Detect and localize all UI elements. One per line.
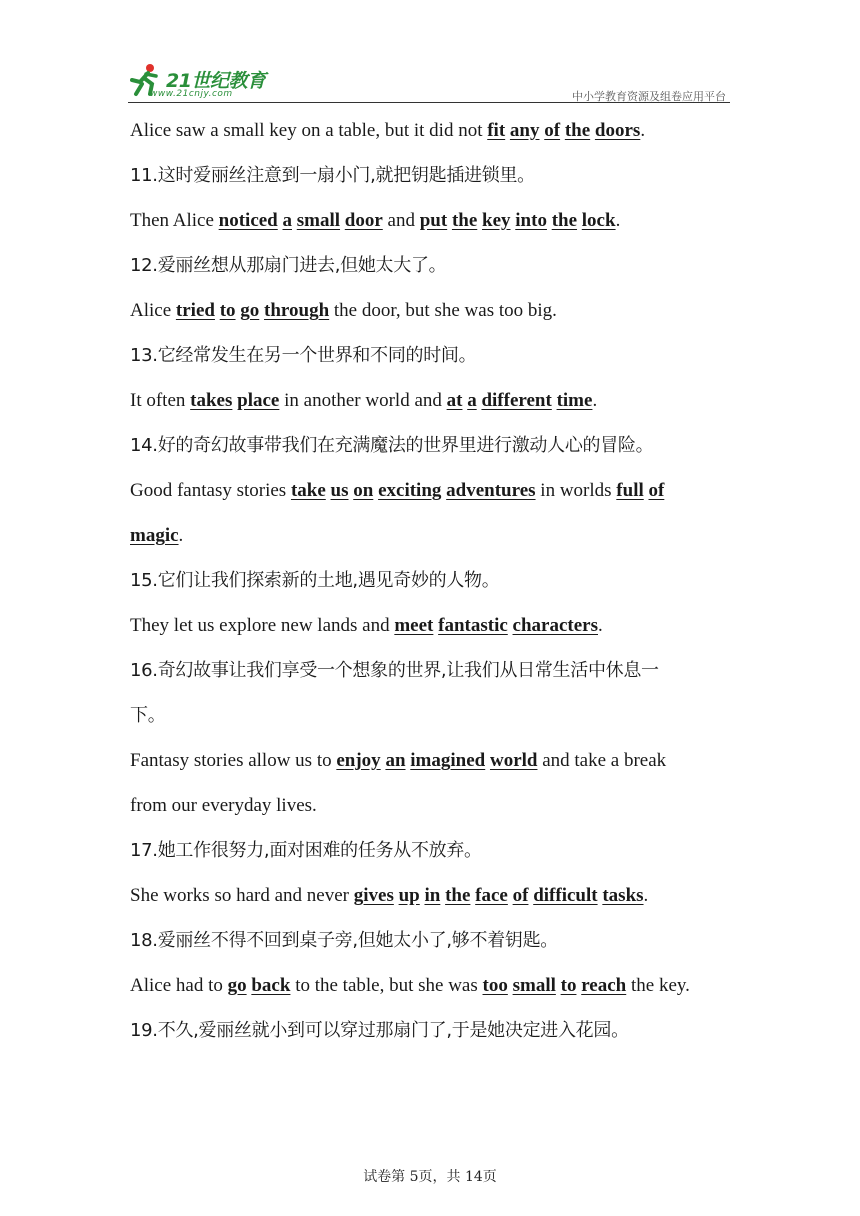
answer-sentence-line	[130, 198, 734, 243]
text-segment: .	[178, 525, 184, 546]
answer-sentence-line	[130, 963, 734, 1008]
answer-word: takes	[190, 390, 233, 411]
text-segment: 14.好的奇幻故事带我们在充满魔法的世界里进行激动人心的冒险。	[130, 435, 654, 456]
text-segment: It often	[130, 390, 191, 411]
answer-word: us	[330, 480, 349, 501]
answer-sentence-line	[130, 288, 734, 333]
answer-word: place	[237, 390, 280, 411]
answer-word: to	[219, 300, 236, 321]
answer-word: reach	[581, 975, 627, 996]
answer-word: different	[481, 390, 552, 411]
text-segment: .	[643, 885, 649, 906]
answer-word: at	[446, 390, 463, 411]
question-prompt-line	[130, 333, 734, 378]
answer-word: door	[344, 210, 383, 231]
answer-word: a	[282, 210, 292, 231]
answer-word: the	[551, 210, 578, 231]
answer-word: world	[489, 750, 538, 771]
answer-word: the	[451, 210, 478, 231]
text-segment: Alice had to	[130, 975, 228, 996]
answer-word: fit	[487, 120, 506, 141]
question-prompt-line	[130, 423, 734, 468]
answer-word: adventures	[446, 480, 536, 501]
answer-word: put	[419, 210, 448, 231]
text-segment: 19.不久,爱丽丝就小到可以穿过那扇门了,于是她决定进入花园。	[130, 1020, 629, 1041]
answer-word: meet	[394, 615, 434, 636]
text-segment: 12.爱丽丝想从那扇门进去,但她太大了。	[130, 255, 447, 276]
text-segment: and	[382, 210, 420, 231]
answer-word: full	[616, 480, 644, 501]
text-segment: 11.这时爱丽丝注意到一扇小门,就把钥匙插进锁里。	[130, 165, 535, 186]
text-segment: 17.她工作很努力,面对困难的任务从不放弃。	[130, 840, 482, 861]
question-prompt-line	[130, 153, 734, 198]
answer-word: of	[648, 480, 665, 501]
document-body	[130, 108, 734, 1053]
text-segment: Good fantasy stories	[130, 480, 291, 501]
answer-word: take	[290, 480, 326, 501]
answer-word: noticed	[218, 210, 278, 231]
answer-sentence-line	[130, 378, 734, 423]
answer-word: the	[564, 120, 591, 141]
answer-word: of	[512, 885, 529, 906]
answer-sentence-line	[130, 873, 734, 918]
text-segment: to the table, but she was	[290, 975, 483, 996]
text-segment: She works so hard and never	[130, 885, 354, 906]
answer-sentence-line	[130, 783, 734, 828]
answer-word: an	[385, 750, 406, 771]
text-segment: Alice	[130, 300, 176, 321]
answer-word: on	[353, 480, 374, 501]
answer-word: exciting	[378, 480, 442, 501]
text-segment: .	[615, 210, 621, 231]
answer-word: doors	[594, 120, 641, 141]
answer-word: the	[445, 885, 471, 906]
question-prompt-line	[130, 828, 734, 873]
answer-word: tried	[175, 300, 215, 321]
answer-word: small	[296, 210, 341, 231]
text-segment: and take a break	[537, 750, 667, 771]
site-logo	[128, 62, 278, 102]
answer-word: magic	[130, 525, 179, 546]
text-segment: in another world and	[279, 390, 447, 411]
answer-sentence-line	[130, 513, 734, 558]
answer-sentence-line	[130, 108, 734, 153]
answer-word: go	[227, 975, 247, 996]
answer-word: imagined	[410, 750, 486, 771]
text-segment: 13.它经常发生在另一个世界和不同的时间。	[130, 345, 477, 366]
question-prompt-line	[130, 558, 734, 603]
answer-word: small	[512, 975, 556, 996]
question-prompt-line	[130, 1008, 734, 1053]
page-header	[128, 62, 730, 104]
text-segment: 18.爱丽丝不得不回到桌子旁,但她太小了,够不着钥匙。	[130, 930, 558, 951]
text-segment: in worlds	[535, 480, 617, 501]
question-prompt-line	[130, 918, 734, 963]
text-segment: 下。	[130, 705, 166, 726]
header-tagline: 中小学教育资源及组卷应用平台	[572, 90, 726, 103]
logo-url: www.21cnjy.com	[150, 89, 233, 99]
answer-word: any	[509, 120, 540, 141]
answer-word: fantastic	[438, 615, 508, 636]
text-segment: 15.它们让我们探索新的土地,遇见奇妙的人物。	[130, 570, 500, 591]
question-prompt-line	[130, 648, 734, 693]
logo-text: 21世纪教育	[166, 70, 266, 92]
answer-word: of	[544, 120, 561, 141]
answer-word: back	[251, 975, 291, 996]
text-segment: the key.	[626, 975, 690, 996]
text-segment: Then Alice	[130, 210, 219, 231]
text-segment: 16.奇幻故事让我们享受一个想象的世界,让我们从日常生活中休息一	[130, 660, 659, 681]
question-prompt-line	[130, 693, 734, 738]
answer-word: up	[398, 885, 420, 906]
answer-sentence-line	[130, 603, 734, 648]
answer-word: characters	[512, 615, 598, 636]
answer-word: tasks	[602, 885, 644, 906]
answer-word: through	[264, 300, 330, 321]
text-segment: They let us explore new lands and	[130, 615, 395, 636]
answer-word: to	[560, 975, 577, 996]
answer-word: too	[482, 975, 508, 996]
answer-sentence-line	[130, 468, 734, 513]
text-segment: the door, but she was too big.	[329, 300, 557, 321]
answer-word: lock	[581, 210, 616, 231]
text-segment: .	[592, 390, 598, 411]
text-segment: .	[640, 120, 646, 141]
text-segment: from our everyday lives.	[130, 795, 317, 816]
answer-word: enjoy	[336, 750, 381, 771]
answer-word: into	[515, 210, 547, 231]
question-prompt-line	[130, 243, 734, 288]
page-footer: 试卷第 5页，共 14页	[363, 1169, 497, 1185]
answer-word: difficult	[533, 885, 598, 906]
answer-word: in	[424, 885, 441, 906]
text-segment: .	[598, 615, 603, 636]
text-segment: Fantasy stories allow us to	[130, 750, 337, 771]
text-segment: Alice saw a small key on a table, but it did not	[130, 120, 488, 141]
answer-word: key	[482, 210, 511, 231]
answer-word: gives	[353, 885, 394, 906]
answer-word: time	[556, 390, 593, 411]
header-divider	[128, 102, 730, 103]
answer-word: go	[240, 300, 260, 321]
answer-word: a	[467, 390, 477, 411]
answer-word: face	[475, 885, 508, 906]
answer-sentence-line	[130, 738, 734, 783]
